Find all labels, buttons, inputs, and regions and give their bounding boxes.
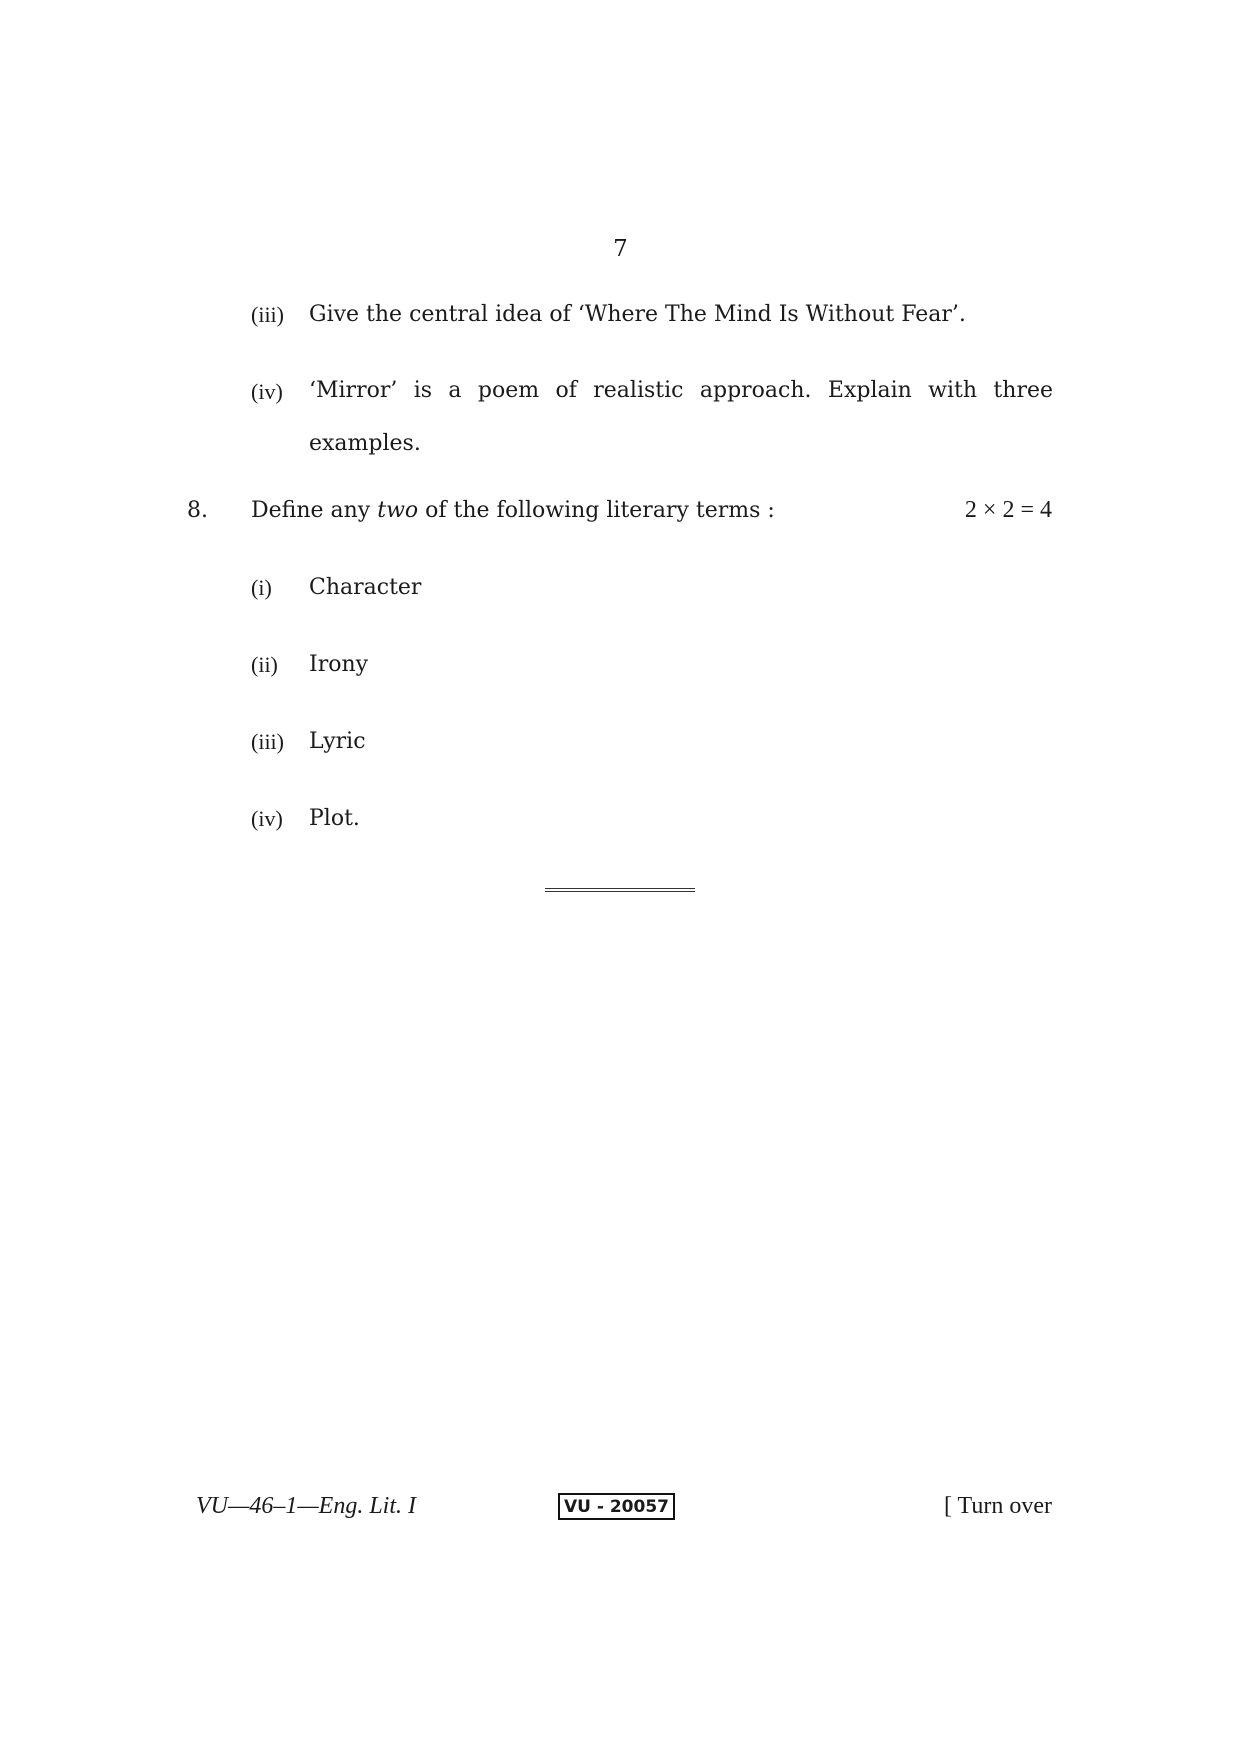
term-label: (iv) (251, 806, 283, 831)
term-character: Character (309, 575, 422, 600)
question-text (251, 498, 775, 523)
question-text-before: Define any (251, 498, 378, 523)
sub-question-text: ‘Mirror’ is a poem of realistic approach. Explain with three (309, 378, 1053, 403)
term-irony: Irony (309, 652, 369, 677)
question-marks: 2 × 2 = 4 (964, 497, 1052, 523)
term-label: (iii) (251, 729, 284, 754)
question-text-emphasis: two (377, 498, 419, 523)
footer-course-code: VU—46–1—Eng. Lit. I (196, 1493, 417, 1519)
sub-question-text-continuation: examples. (309, 431, 421, 456)
footer-turn-over: [ Turn over (943, 1493, 1052, 1519)
term-label: (i) (251, 575, 272, 600)
end-double-rule (545, 888, 695, 892)
question-text-after: of the following literary terms : (418, 498, 775, 523)
term-lyric: Lyric (309, 729, 366, 754)
question-number: 8. (187, 498, 208, 523)
sub-question-text: Give the central idea of ‘Where The Mind Is Without Fear’. (309, 302, 966, 327)
footer-paper-code-box: VU - 20057 (558, 1493, 675, 1520)
sub-question-label: (iv) (251, 379, 283, 404)
term-label: (ii) (251, 652, 278, 677)
term-plot: Plot. (309, 806, 360, 831)
page-number: 7 (613, 236, 628, 262)
sub-question-label: (iii) (251, 302, 284, 327)
